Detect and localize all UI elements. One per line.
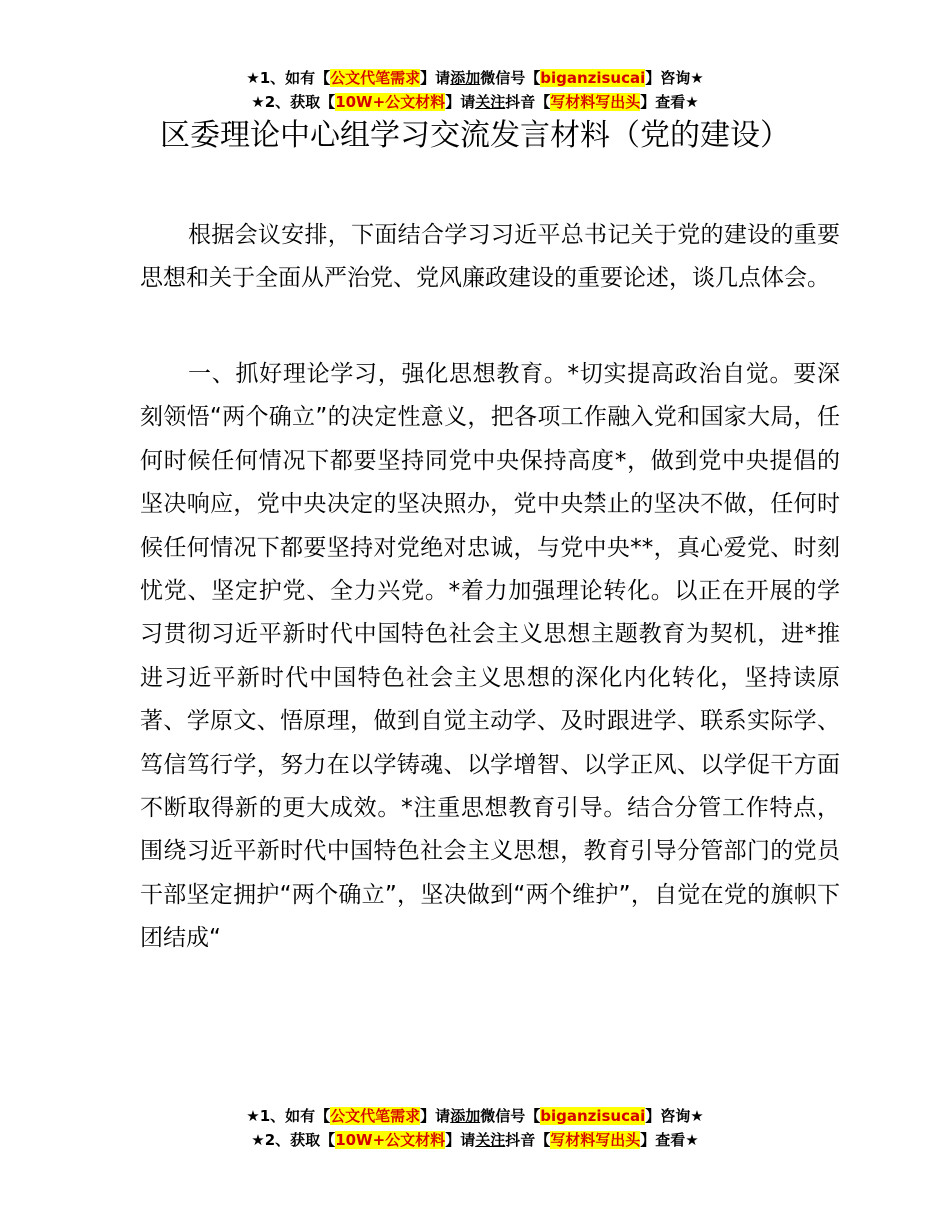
document-title: 区委理论中心组学习交流发言材料（党的建设） [160, 118, 790, 153]
highlight-wechat-id: biganzisucai [540, 1107, 646, 1125]
highlight-service: 公文代笔需求 [330, 69, 421, 87]
highlight-wechat-id: biganzisucai [540, 69, 646, 87]
promo-line-1: ★1、如有【公文代笔需求】请添加微信号【biganzisucai】咨询★ [246, 1107, 704, 1125]
highlight-materials: 10W+公文材料 [335, 1131, 446, 1149]
promo-banner-bottom [0, 1104, 950, 1152]
highlight-douyin-account: 写材料写出头 [550, 1131, 641, 1149]
paragraph-intro: 根据会议安排，下面结合学习习近平总书记关于党的建设的重要思想和关于全面从严治党、党风廉政建设的重要论述，谈几点体会。 [140, 222, 840, 292]
highlight-materials: 10W+公文材料 [335, 93, 446, 111]
highlight-douyin-account: 写材料写出头 [550, 93, 641, 111]
promo-banner-top [0, 66, 950, 114]
promo-line-2: ★2、获取【10W+公文材料】请关注抖音【写材料写出头】查看★ [251, 93, 699, 111]
highlight-service: 公文代笔需求 [330, 1107, 421, 1125]
promo-line-2: ★2、获取【10W+公文材料】请关注抖音【写材料写出头】查看★ [251, 1131, 699, 1149]
promo-line-1: ★1、如有【公文代笔需求】请添加微信号【biganzisucai】咨询★ [246, 69, 704, 87]
paragraph-section-1: 一、抓好理论学习，强化思想教育。*切实提高政治自觉。要深刻领悟“两个确立”的决定性意义，把各项工作融入党和国家大局，任何时候任何情况下都要坚持同党中央保持高度*，做到党中央提倡的坚决响应，党中央决定的坚决照办，党中央禁止的坚决不做，任何时候任何情况下都要坚持对党绝对忠诚，与党中央**，真心爱党、时刻忧党、坚定护党、全力兴党。*着力加强理论转化。以正在开展的学习贯彻习近平新时代中国特色社会主义思想主题教育为契机，进*推进习近平新时代中国特色社会主义思想的深化内化转化，坚持读原著、学原文、悟原理，做到自觉主动学、及时跟进学、联系实际学、笃信笃行学，努力在以学铸魂、以学增智、以学正风、以学促干方面不断取得新的更大成效。*注重思想教育引导。结合分管工作特点，围绕习近平新时代中国特色社会主义思想，教育引导分管部门的党员干部坚定拥护“两个确立”，坚决做到“两个维护”，自觉在党的旗帜下团结成“ [140, 361, 840, 952]
